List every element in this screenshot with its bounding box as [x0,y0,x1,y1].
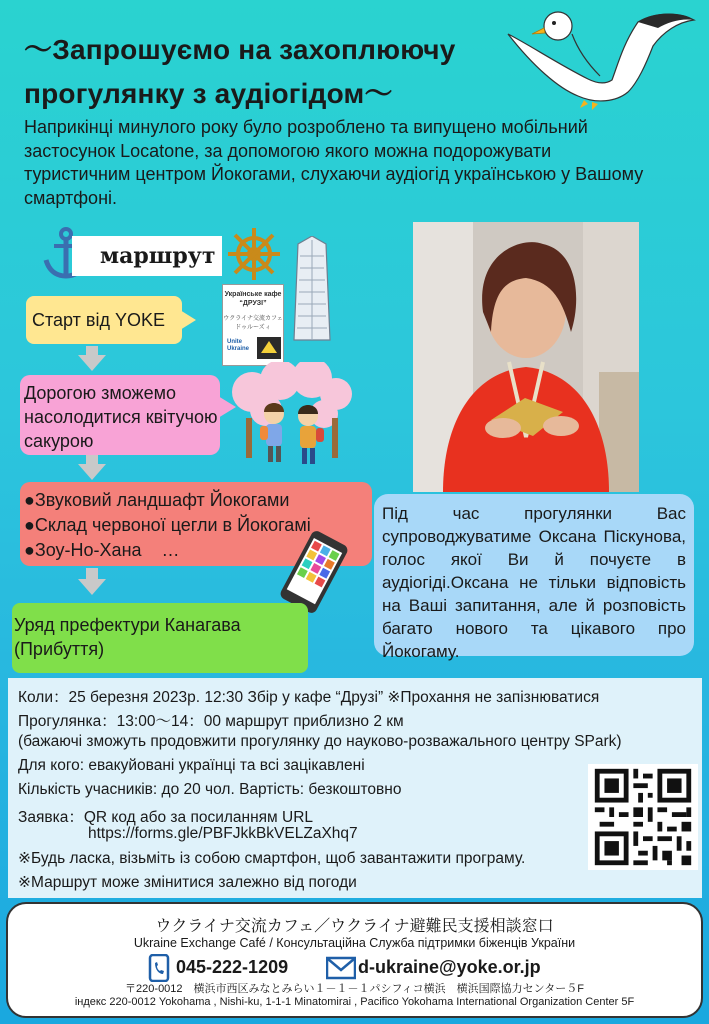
cafe-sign-line4: ドゥルーズィ [235,325,271,331]
application-url-link[interactable]: https://forms.gle/PBFJkkBkVELZaXhq7 [88,825,358,842]
route-arrow [78,579,106,595]
route-label: маршрут [100,243,216,269]
mail-icon [326,956,356,980]
info-when: Коли：25 березня 2023р. 12:30 Збір у кафе “Друзі” ※Прохання не запізнюватися [18,689,600,706]
intro-paragraph: Наприкінці минулого року було розроблено та випущено мобільний застосунок Locatone, за допомогою якого можна подорожувати туристичним центром Йокогами, слухаючи аудіогід українською у Вашому смартфоні. [24,117,644,208]
qr-code[interactable] [588,764,698,870]
cafe-sign-line1: Українське кафе [224,291,282,298]
info-participants: Кількість учасників: до 20 чол. Вартість: безкоштовно [18,781,402,798]
cafe-sign-line3: ウクライナ交流カフェ [223,316,283,322]
smartphone-illustration [276,530,352,614]
route-arrow [78,464,106,480]
page-title-line1: 〜Запрошуємо на захоплюючу [24,34,456,65]
guide-description: Під час прогулянки Вас супроводжуватиме Оксана Піскунова, голос якої Ви й почуєте в аудіогіді.Оксана не тільки відповість на Ваші запитання, але й розповість багато нового та цікавого про Йокогаму. [374,494,694,656]
route-step-start: Старт від YOKE [26,296,182,344]
cafe-sign-line2: “ДРУЗІ” [239,300,267,307]
info-note-smartphone: ※Будь ласка, візьміть із собою смартфон, щоб завантажити програму. [18,850,526,867]
footer-address-en: індекс 220-0012 Yokohama , Nishi-ku, 1-1-1 Minatomirai , Pacifico Yokohama International Organization Center 5F [74,996,635,1008]
page-title-line2: прогулянку з аудіогідом〜 [24,78,393,109]
cafe-logo-icon [257,337,281,359]
sight-item: ●Зоу-Но-Хана … [24,540,180,560]
footer-address-jp: 〒220-0012 横浜市西区みなとみらい１－１－１パシフィコ横浜 横浜国際協力センター５F [125,983,584,995]
email-address[interactable]: d-ukraine@yoke.or.jp [358,957,541,977]
route-arrow [78,355,106,371]
sight-item: ●Склад червоної цегли в Йокогамі [24,515,311,535]
cafe-logo-text: Unite Ukraine [227,339,250,352]
info-application: Заявка：QR код або за посиланням URL [18,809,314,826]
info-walk: Прогулянка：13:00〜14：00 маршрут приблизно 2 км [18,713,404,730]
ship-wheel-icon [226,226,282,282]
landmark-tower-illustration [286,236,338,342]
route-step-arrival: Уряд префектури Канагава (Прибуття) [12,603,308,673]
phone-icon [148,954,170,982]
phone-number[interactable]: 045-222-1209 [176,957,289,977]
speech-tail [180,310,196,330]
footer-contact-box [6,902,703,1018]
sight-item: ●Звуковий ландшафт Йокогами [24,490,290,510]
cafe-sign [222,284,284,366]
info-note-weather: ※Маршрут може змінитися залежно від погоди [18,874,357,891]
guide-photo [413,222,639,492]
route-step-sakura: Дорогою зможемо насолодитися квітучою сакурою [20,375,220,455]
seagull-illustration [488,4,700,116]
event-info-box [8,678,702,898]
info-audience: Для кого: евакуйовані українці та всі зацікавлені [18,757,365,774]
info-extension: (бажаючі зможуть продовжити прогулянку до науково-розважального центру SPark) [18,733,622,750]
footer-org-en: Ukraine Exchange Café / Консультаційна Служба підтримки біженців України [133,936,576,950]
footer-org-jp: ウクライナ交流カフェ／ウクライナ避難民支援相談窓口 [155,918,554,935]
sakura-kids-illustration [232,362,352,478]
